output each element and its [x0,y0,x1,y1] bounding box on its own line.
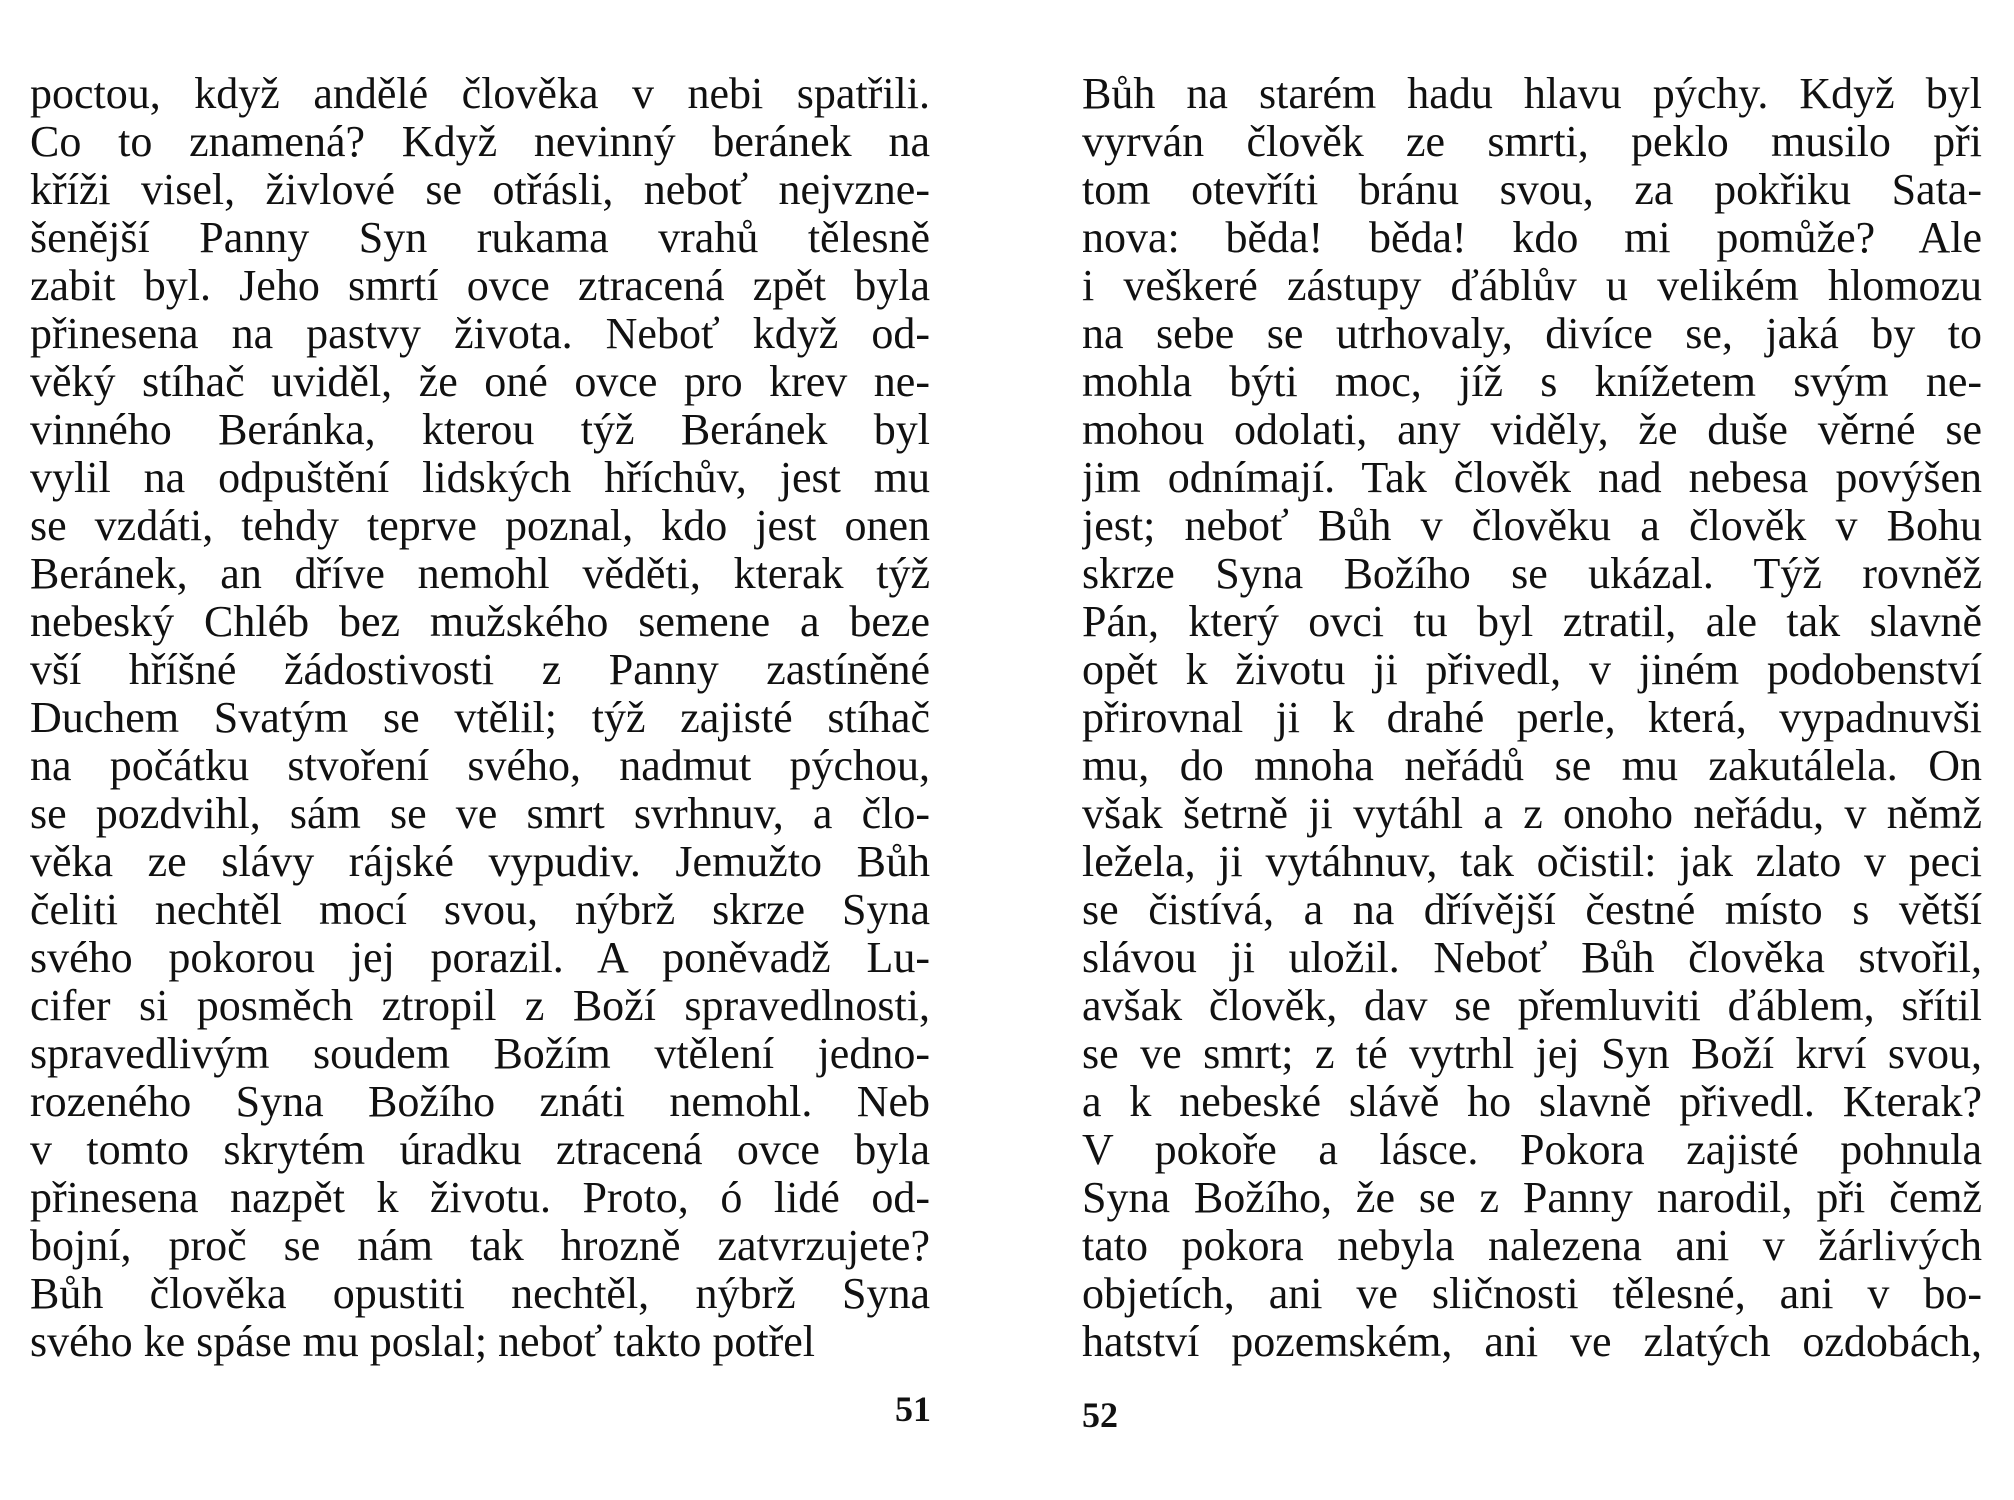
text-line: svého pokorou jej porazil. A poněvadž Lu- [30,934,930,982]
page-number: 51 [895,1389,931,1429]
right-page [1007,0,2014,1500]
text-line: čeliti nechtěl mocí svou, nýbrž skrze Syna [30,886,930,934]
text-line: Syna Božího, že se z Panny narodil, při čemž [1082,1174,1982,1222]
text-line: tato pokora nebyla nalezena ani v žárlivých [1082,1222,1982,1270]
text-line: vylil na odpuštění lidských hříchův, jest mu [30,454,930,502]
text-line: Pán, který ovci tu byl ztratil, ale tak slavně [1082,598,1982,646]
text-line: spravedlivým soudem Božím vtělení jedno- [30,1030,930,1078]
text-line: se vzdáti, tehdy teprve poznal, kdo jest onen [30,502,930,550]
text-line: Co to znamená? Když nevinný beránek na [30,118,930,166]
text-line: hatství pozemském, ani ve zlatých ozdobách, [1082,1318,1982,1366]
text-line: Bůh na starém hadu hlavu pýchy. Když byl [1082,70,1982,118]
text-line: rozeného Syna Božího znáti nemohl. Neb [30,1078,930,1126]
text-line: mohou odolati, any viděly, že duše věrné se [1082,406,1982,454]
text-line: Duchem Svatým se vtělil; týž zajisté stíhač [30,694,930,742]
text-line: jest; neboť Bůh v člověku a člověk v Bohu [1082,502,1982,550]
text-line: Bůh člověka opustiti nechtěl, nýbrž Syna [30,1270,930,1318]
text-line: svého ke spáse mu poslal; neboť takto potřel [30,1318,815,1366]
left-page-text [30,70,930,1366]
text-line: Beránek, an dříve nemohl věděti, kterak týž [30,550,930,598]
text-line: v tomto skrytém úradku ztracená ovce byla [30,1126,930,1174]
text-line: cifer si posměch ztropil z Boží spravedlnosti, [30,982,930,1030]
text-line: se pozdvihl, sám se ve smrt svrhnuv, a člo- [30,790,930,838]
text-line: přinesena na pastvy života. Neboť když od- [30,310,930,358]
text-line: na sebe se utrhovaly, divíce se, jaká by to [1082,310,1982,358]
text-line: i veškeré zástupy ďáblův u velikém hlomozu [1082,262,1982,310]
text-line: mohla býti moc, jíž s knížetem svým ne- [1082,358,1982,406]
text-line: slávou ji uložil. Neboť Bůh člověka stvořil, [1082,934,1982,982]
text-line: skrze Syna Božího se ukázal. Týž rovněž [1082,550,1982,598]
text-line: a k nebeské slávě ho slavně přivedl. Kterak? [1082,1078,1982,1126]
text-line: nebeský Chléb bez mužského semene a beze [30,598,930,646]
text-line: jim odnímají. Tak člověk nad nebesa povýšen [1082,454,1982,502]
text-line: přirovnal ji k drahé perle, která, vypadnuvši [1082,694,1982,742]
text-line: poctou, když andělé člověka v nebi spatřili. [30,70,930,118]
text-line: věký stíhač uviděl, že oné ovce pro krev ne- [30,358,930,406]
text-line: kříži visel, živlové se otřásli, neboť nejvzne- [30,166,930,214]
text-line: však šetrně ji vytáhl a z onoho neřádu, v němž [1082,790,1982,838]
text-line: nova: běda! běda! kdo mi pomůže? Ale [1082,214,1982,262]
text-line: vinného Beránka, kterou týž Beránek byl [30,406,930,454]
text-line: V pokoře a lásce. Pokora zajisté pohnula [1082,1126,1982,1174]
text-line: se čistívá, a na dřívější čestné místo s větší [1082,886,1982,934]
text-line: přinesena nazpět k životu. Proto, ó lidé od- [30,1174,930,1222]
text-line: věka ze slávy rájské vypudiv. Jemužto Bůh [30,838,930,886]
text-line: se ve smrt; z té vytrhl jej Syn Boží krví svou, [1082,1030,1982,1078]
right-page-text [1082,70,1982,1366]
text-line: tom otevříti bránu svou, za pokřiku Sata- [1082,166,1982,214]
text-line: ležela, ji vytáhnuv, tak očistil: jak zlato v peci [1082,838,1982,886]
page-number: 52 [1082,1395,1118,1435]
text-line: opět k životu ji přivedl, v jiném podobenství [1082,646,1982,694]
text-line: vší hříšné žádostivosti z Panny zastíněné [30,646,930,694]
text-line: zabit byl. Jeho smrtí ovce ztracená zpět byla [30,262,930,310]
text-line: objetích, ani ve sličnosti tělesné, ani v bo- [1082,1270,1982,1318]
text-line: šenější Panny Syn rukama vrahů tělesně [30,214,930,262]
text-line: avšak člověk, dav se přemluviti ďáblem, sřítil [1082,982,1982,1030]
text-line: mu, do mnoha neřádů se mu zakutálela. On [1082,742,1982,790]
text-line: na počátku stvoření svého, nadmut pýchou, [30,742,930,790]
text-line: vyrván člověk ze smrti, peklo musilo při [1082,118,1982,166]
text-line: bojní, proč se nám tak hrozně zatvrzujete? [30,1222,930,1270]
